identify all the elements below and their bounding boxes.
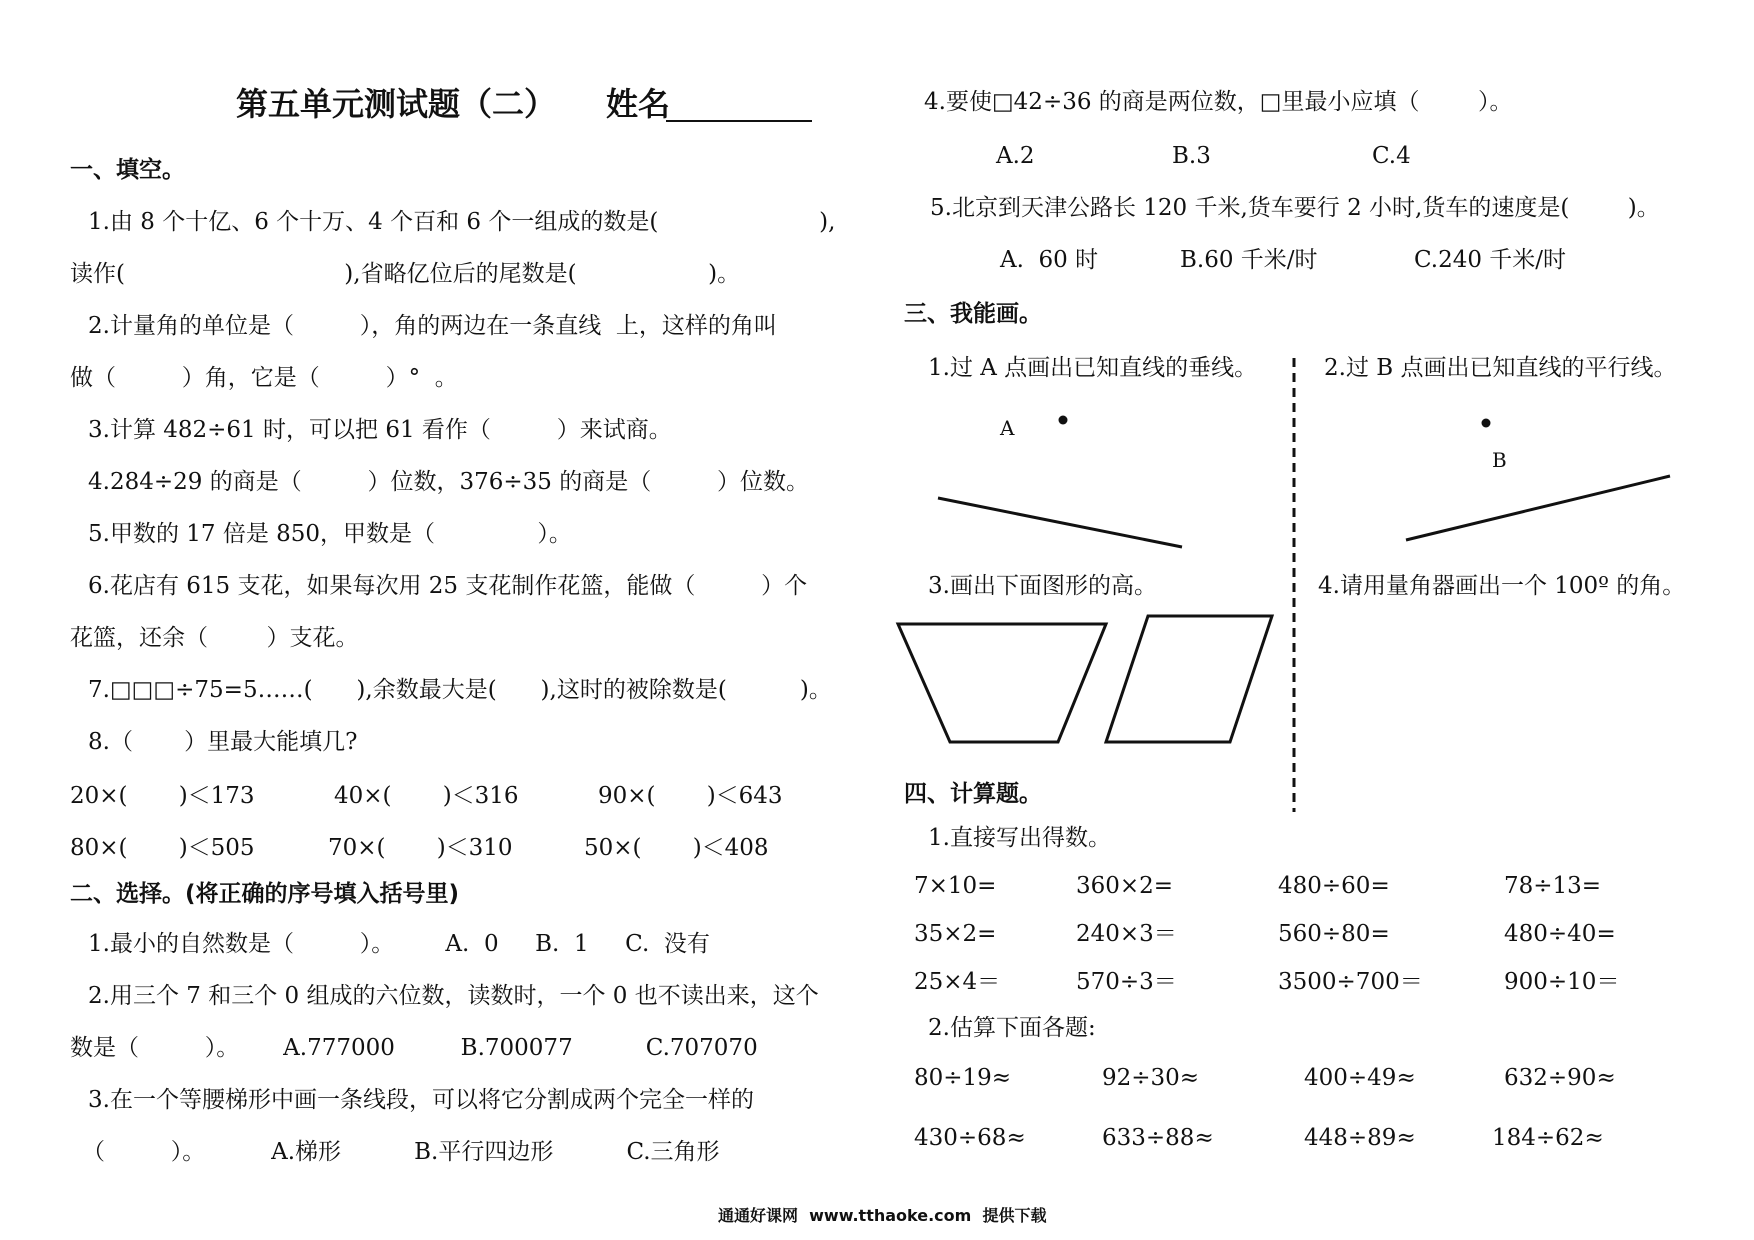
- s1-q8-item: 50×( )＜408: [584, 835, 769, 861]
- s2-q4-option-b: B.3: [1172, 143, 1211, 169]
- section4-heading: 四、计算题。: [904, 781, 1042, 807]
- given-line-2: [1406, 476, 1670, 540]
- s1-q8-item: 40×( )＜316: [334, 783, 519, 809]
- s1-q6-line1: 6.花店有 615 支花，如果每次用 25 支花制作花篮，能做（ ）个: [88, 573, 808, 599]
- s2-q4-option-c: C.4: [1372, 143, 1411, 169]
- section3-heading: 三、我能画。: [904, 301, 1042, 327]
- s2-q2-line1: 2.用三个 7 和三个 0 组成的六位数，读数时，一个 0 也不读出来，这个: [88, 983, 819, 1009]
- calc-item: 480÷60=: [1278, 873, 1390, 899]
- estimate-item: 400÷49≈: [1304, 1065, 1416, 1091]
- section2-heading: 二、选择。(将正确的序号填入括号里): [70, 881, 460, 907]
- s1-q8-item: 20×( )＜173: [70, 783, 255, 809]
- s2-q4: 4.要使□42÷36 的商是两位数，□里最小应填（ ）。: [924, 89, 1513, 115]
- calc-item: 3500÷700＝: [1278, 969, 1423, 995]
- calc-item: 35×2=: [914, 921, 997, 947]
- s3-q2: 2.过 B 点画出已知直线的平行线。: [1324, 355, 1677, 381]
- parallelogram-shape: [1106, 616, 1272, 742]
- s2-q2-line2: 数是（ ）。 A.777000 B.700077 C.707070: [70, 1035, 758, 1061]
- calc-item: 570÷3＝: [1076, 969, 1177, 995]
- s2-q5-option-a: A. 60 时: [1000, 247, 1099, 273]
- point-a: [1059, 416, 1068, 425]
- s1-q8-item: 80×( )＜505: [70, 835, 255, 861]
- estimate-item: 448÷89≈: [1304, 1125, 1416, 1151]
- s1-q3: 3.计算 482÷61 时，可以把 61 看作（ ）来试商。: [88, 417, 672, 443]
- point-a-label: A: [1000, 416, 1015, 440]
- trapezoid-shape: [898, 624, 1106, 742]
- calc-item: 480÷40=: [1504, 921, 1616, 947]
- calc-item: 900÷10＝: [1504, 969, 1620, 995]
- s4-sub1: 1.直接写出得数。: [928, 825, 1111, 851]
- s3-q4: 4.请用量角器画出一个 100º 的角。: [1318, 573, 1686, 599]
- s3-q3: 3.画出下面图形的高。: [928, 573, 1157, 599]
- point-b: [1482, 419, 1491, 428]
- s3-q1: 1.过 A 点画出已知直线的垂线。: [928, 355, 1258, 381]
- s1-q8-item: 90×( )＜643: [598, 783, 783, 809]
- s2-q3-line2: （ ）。 A.梯形 B.平行四边形 C.三角形: [82, 1139, 720, 1165]
- calc-item: 78÷13=: [1504, 873, 1602, 899]
- calc-item: 7×10=: [914, 873, 997, 899]
- estimate-item: 430÷68≈: [914, 1125, 1026, 1151]
- s1-q8-item: 70×( )＜310: [328, 835, 513, 861]
- s2-q4-option-a: A.2: [996, 143, 1035, 169]
- page-title: 第五单元测试题（二）: [236, 85, 557, 123]
- estimate-item: 184÷62≈: [1492, 1125, 1604, 1151]
- s2-q3-line1: 3.在一个等腰梯形中画一条线段，可以将它分割成两个完全一样的: [88, 1087, 754, 1113]
- s1-q7: 7.□□□÷75=5……( ),余数最大是( ),这时的被除数是( )。: [88, 677, 832, 703]
- s2-q5-option-b: B.60 千米/时: [1180, 247, 1318, 273]
- s1-q4: 4.284÷29 的商是（ ）位数，376÷35 的商是（ ）位数。: [88, 469, 810, 495]
- given-line-1: [938, 498, 1182, 547]
- calc-item: 240×3＝: [1076, 921, 1177, 947]
- s2-q1: 1.最小的自然数是（ ）。 A. 0 B. 1 C. 没有: [88, 931, 710, 957]
- s1-q2-line2: 做（ ）角，它是（ ）° 。: [70, 365, 458, 391]
- estimate-item: 632÷90≈: [1504, 1065, 1616, 1091]
- calc-item: 25×4＝: [914, 969, 1001, 995]
- s1-q6-line2: 花篮，还余（ ）支花。: [70, 625, 359, 651]
- name-label: 姓名: [606, 85, 671, 123]
- section1-heading: 一、填空。: [70, 157, 185, 183]
- calc-item: 360×2=: [1076, 873, 1174, 899]
- estimate-item: 92÷30≈: [1102, 1065, 1200, 1091]
- estimate-item: 80÷19≈: [914, 1065, 1012, 1091]
- s1-q1-line1: 1.由 8 个十亿、6 个十万、4 个百和 6 个一组成的数是( ),: [88, 209, 836, 235]
- s1-q2-line1: 2.计量角的单位是（ ），角的两边在一条直线 上，这样的角叫: [88, 313, 777, 339]
- point-b-label: B: [1492, 448, 1507, 472]
- s1-q5: 5.甲数的 17 倍是 850，甲数是（ ）。: [88, 521, 572, 547]
- estimate-item: 633÷88≈: [1102, 1125, 1214, 1151]
- s1-q1-line2: 读作( ),省略亿位后的尾数是( )。: [70, 261, 741, 287]
- calc-item: 560÷80=: [1278, 921, 1390, 947]
- footer-text: 通通好课网 www.tthaoke.com 提供下载: [718, 1206, 1047, 1225]
- s2-q5: 5.北京到天津公路长 120 千米,货车要行 2 小时,货车的速度是( )。: [930, 195, 1660, 221]
- s1-q8: 8.（ ）里最大能填几?: [88, 729, 358, 755]
- s2-q5-option-c: C.240 千米/时: [1414, 247, 1567, 273]
- s4-sub2: 2.估算下面各题:: [928, 1015, 1096, 1041]
